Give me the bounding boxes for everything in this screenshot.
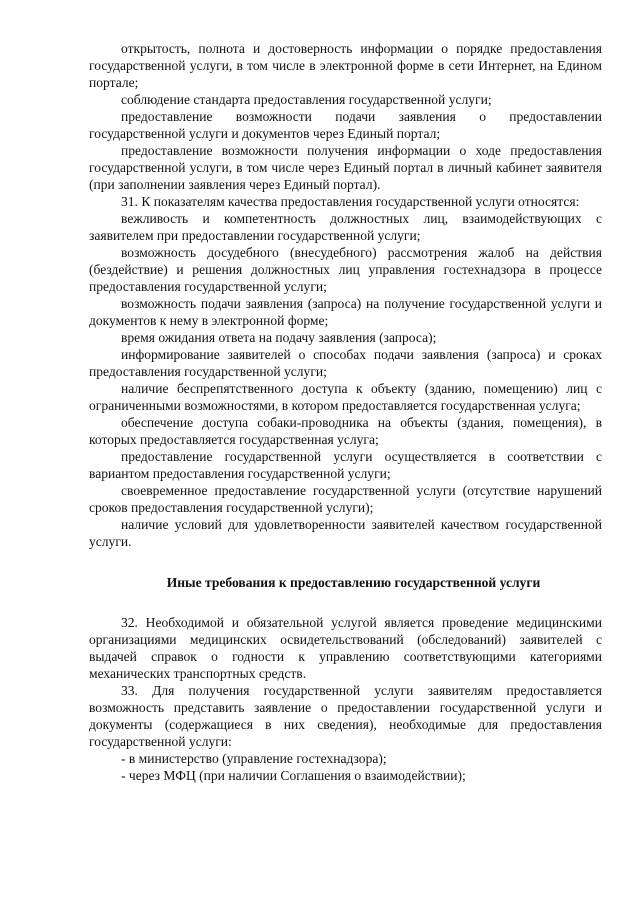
paragraph-courtesy: вежливость и компетентность должностных лиц, взаимодействующих с заявителем при предоставлении государственной услуги; bbox=[89, 211, 602, 243]
paragraph-status-information: предоставление возможности получения информации о ходе предоставления государственной услуги, в том числе через Единый портал в личный кабинет заявителя (при заполнении заявления через Единый портал). bbox=[89, 143, 602, 192]
paragraph-item-33: 33. Для получения государственной услуги заявителям предоставляется возможность представить заявление о предоставлении государственной услуги и документы (содержащиеся в них сведения), необходимые для предоставления государственной услуги: bbox=[89, 683, 602, 749]
list-item-ministry: - в министерство (управление гостехнадзора); bbox=[121, 751, 387, 766]
paragraph-satisfaction: наличие условий для удовлетворенности заявителей качеством государственной услуги. bbox=[89, 517, 602, 549]
paragraph-openness: открытость, полнота и достоверность информации о порядке предоставления государственной услуги, в том числе в электронной форме в сети Интернет, на Едином портале; bbox=[89, 41, 602, 90]
paragraph-variant: предоставление государственной услуги осуществляется в соответствии с вариантом предоставления государственной услуги; bbox=[89, 449, 602, 481]
paragraph-timeliness: своевременное предоставление государственной услуги (отсутствие нарушений сроков предоставления государственной услуги); bbox=[89, 483, 602, 515]
paragraph-guide-dog: обеспечение доступа собаки-проводника на объекты (здания, помещения), в которых предоставляется государственная услуга; bbox=[89, 415, 602, 447]
section-heading: Иные требования к предоставлению государственной услуги bbox=[166, 575, 541, 590]
list-item-mfc: - через МФЦ (при наличии Соглашения о взаимодействии); bbox=[121, 768, 466, 783]
paragraph-item-31: 31. К показателям качества предоставления государственной услуги относятся: bbox=[121, 194, 580, 209]
paragraph-standard-compliance: соблюдение стандарта предоставления государственной услуги; bbox=[121, 92, 492, 107]
paragraph-waiting-time: время ожидания ответа на подачу заявления (запроса); bbox=[121, 330, 437, 345]
paragraph-accessibility: наличие беспрепятственного доступа к объекту (зданию, помещению) лиц с ограниченными возможностями, в котором предоставляется государственная услуга; bbox=[89, 381, 602, 413]
paragraph-portal-submission: предоставление возможности подачи заявления о предоставлении государственной услуги и документов через Единый портал; bbox=[89, 109, 602, 141]
paragraph-appeal: возможность досудебного (внесудебного) рассмотрения жалоб на действия (бездействие) и решения должностных лиц управления гостехнадзора в процессе предоставления государственной услуги; bbox=[89, 245, 602, 294]
paragraph-electronic-submission: возможность подачи заявления (запроса) на получение государственной услуги и документов к нему в электронной форме; bbox=[89, 296, 602, 328]
paragraph-informing: информирование заявителей о способах подачи заявления (запроса) и сроках предоставления государственной услуги; bbox=[89, 347, 602, 379]
paragraph-item-32: 32. Необходимой и обязательной услугой является проведение медицинскими организациями медицинских освидетельствований (обследований) заявителей с выдачей справок о годности к управлению соответствующими категориями механических транспортных средств. bbox=[89, 615, 602, 681]
